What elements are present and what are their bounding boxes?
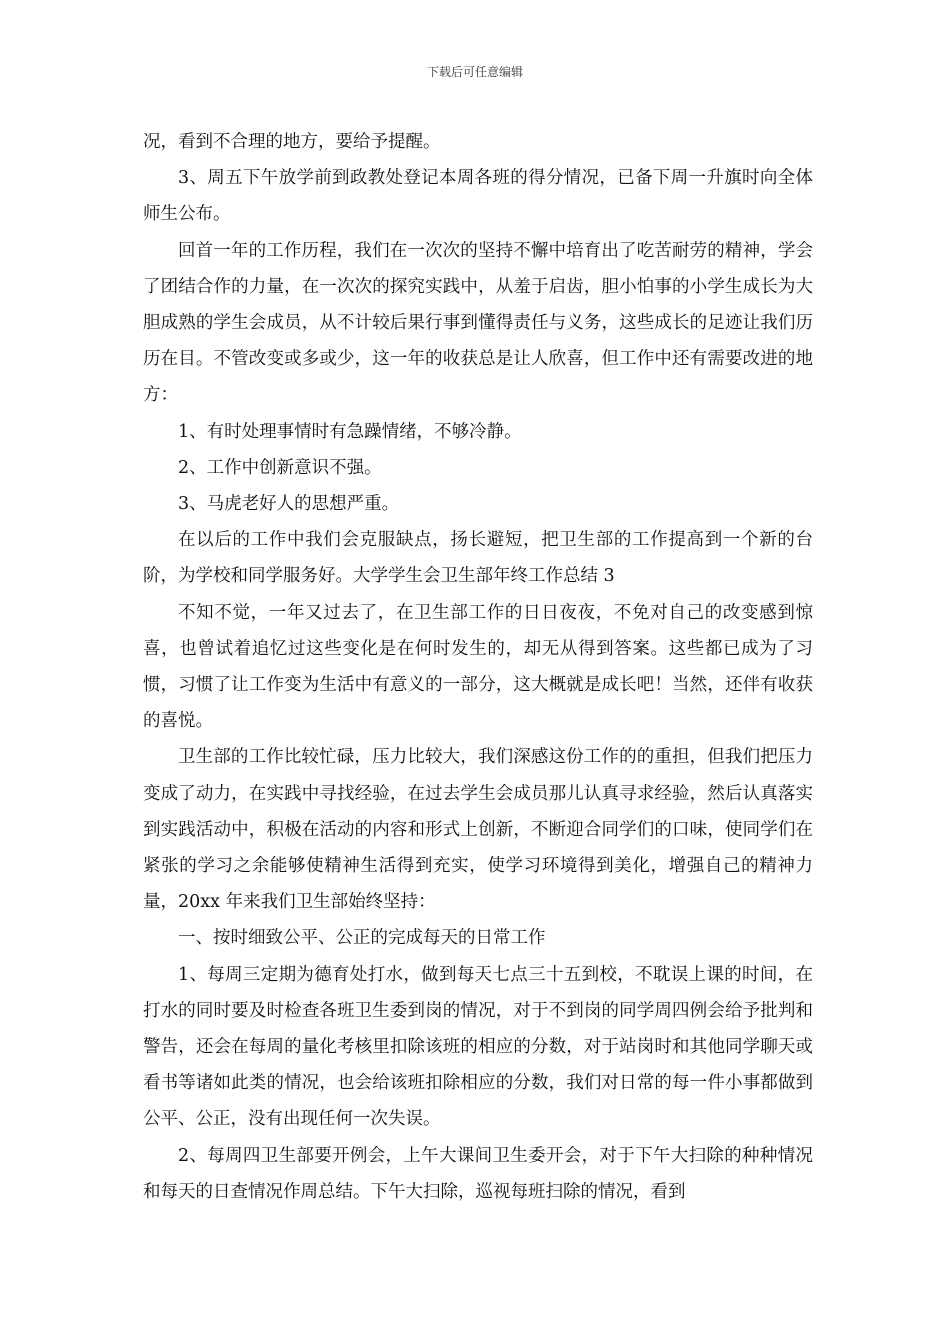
document-body: [143, 124, 813, 1210]
paragraph: 不知不觉，一年又过去了，在卫生部工作的日日夜夜，不免对自己的改变感到惊喜，也曾试着追忆过这些变化是在何时发生的，却无从得到答案。这些都已成为了习惯，习惯了让工作变为生活中有意义的一部分，这大概就是成长吧！当然，还伴有收获的喜悦。: [143, 602, 813, 732]
section-heading: 一、按时细致公平、公正的完成每天的日常工作: [178, 928, 546, 949]
paragraph: 回首一年的工作历程，我们在一次次的坚持不懈中培育出了吃苦耐劳的精神，学会了团结合作的力量，在一次次的探究实践中，从羞于启齿，胆小怕事的小学生成长为大胆成熟的学生会成员，从不计较后果行事到懂得责任与义务，这些成长的足迹让我们历历在目。不管改变或多或少，这一年的收获总是让人欣喜，但工作中还有需要改进的地方：: [143, 240, 813, 406]
page-header: 下载后可任意编辑: [426, 65, 523, 79]
paragraph: 况，看到不合理的地方，要给予提醒。: [143, 132, 441, 152]
paragraph: 2、每周四卫生部要开例会，上午大课间卫生委开会，对于下午大扫除的种种情况和每天的日查情况作周总结。下午大扫除，巡视每班扫除的情况，看到: [143, 1145, 813, 1202]
paragraph: 卫生部的工作比较忙碌，压力比较大，我们深感这份工作的的重担，但我们把压力变成了动力，在实践中寻找经验，在过去学生会成员那儿认真寻求经验，然后认真落实到实践活动中，积极在活动的内容和形式上创新，不断迎合同学们的口味，使同学们在紧张的学习之余能够使精神生活得到充实，使学习环境得到美化，增强自己的精神力量，20xx 年来我们卫生部始终坚持：: [143, 747, 813, 913]
list-item: 2、工作中创新意识不强。: [178, 457, 382, 478]
paragraph: 1、每周三定期为德育处打水，做到每天七点三十五到校，不耽误上课的时间，在打水的同时要及时检查各班卫生委到岗的情况，对于不到岗的同学周四例会给予批判和警告，还会在每周的量化考核里扣除该班的相应的分数，对于站岗时和其他同学聊天或看书等诸如此类的情况，也会给该班扣除相应的分数，我们对日常的每一件小事都做到公平、公正，没有出现任何一次失误。: [143, 964, 813, 1130]
paragraph: 在以后的工作中我们会克服缺点，扬长避短，把卫生部的工作提高到一个新的台阶，为学校和同学服务好。大学学生会卫生部年终工作总结 3: [143, 530, 813, 587]
list-item: 3、马虎老好人的思想严重。: [178, 494, 400, 515]
paragraph: 3、周五下午放学前到政教处登记本周各班的得分情况，已备下周一升旗时向全体师生公布。: [143, 168, 813, 225]
list-item: 1、有时处理事情时有急躁情绪，不够冷静。: [178, 421, 522, 442]
